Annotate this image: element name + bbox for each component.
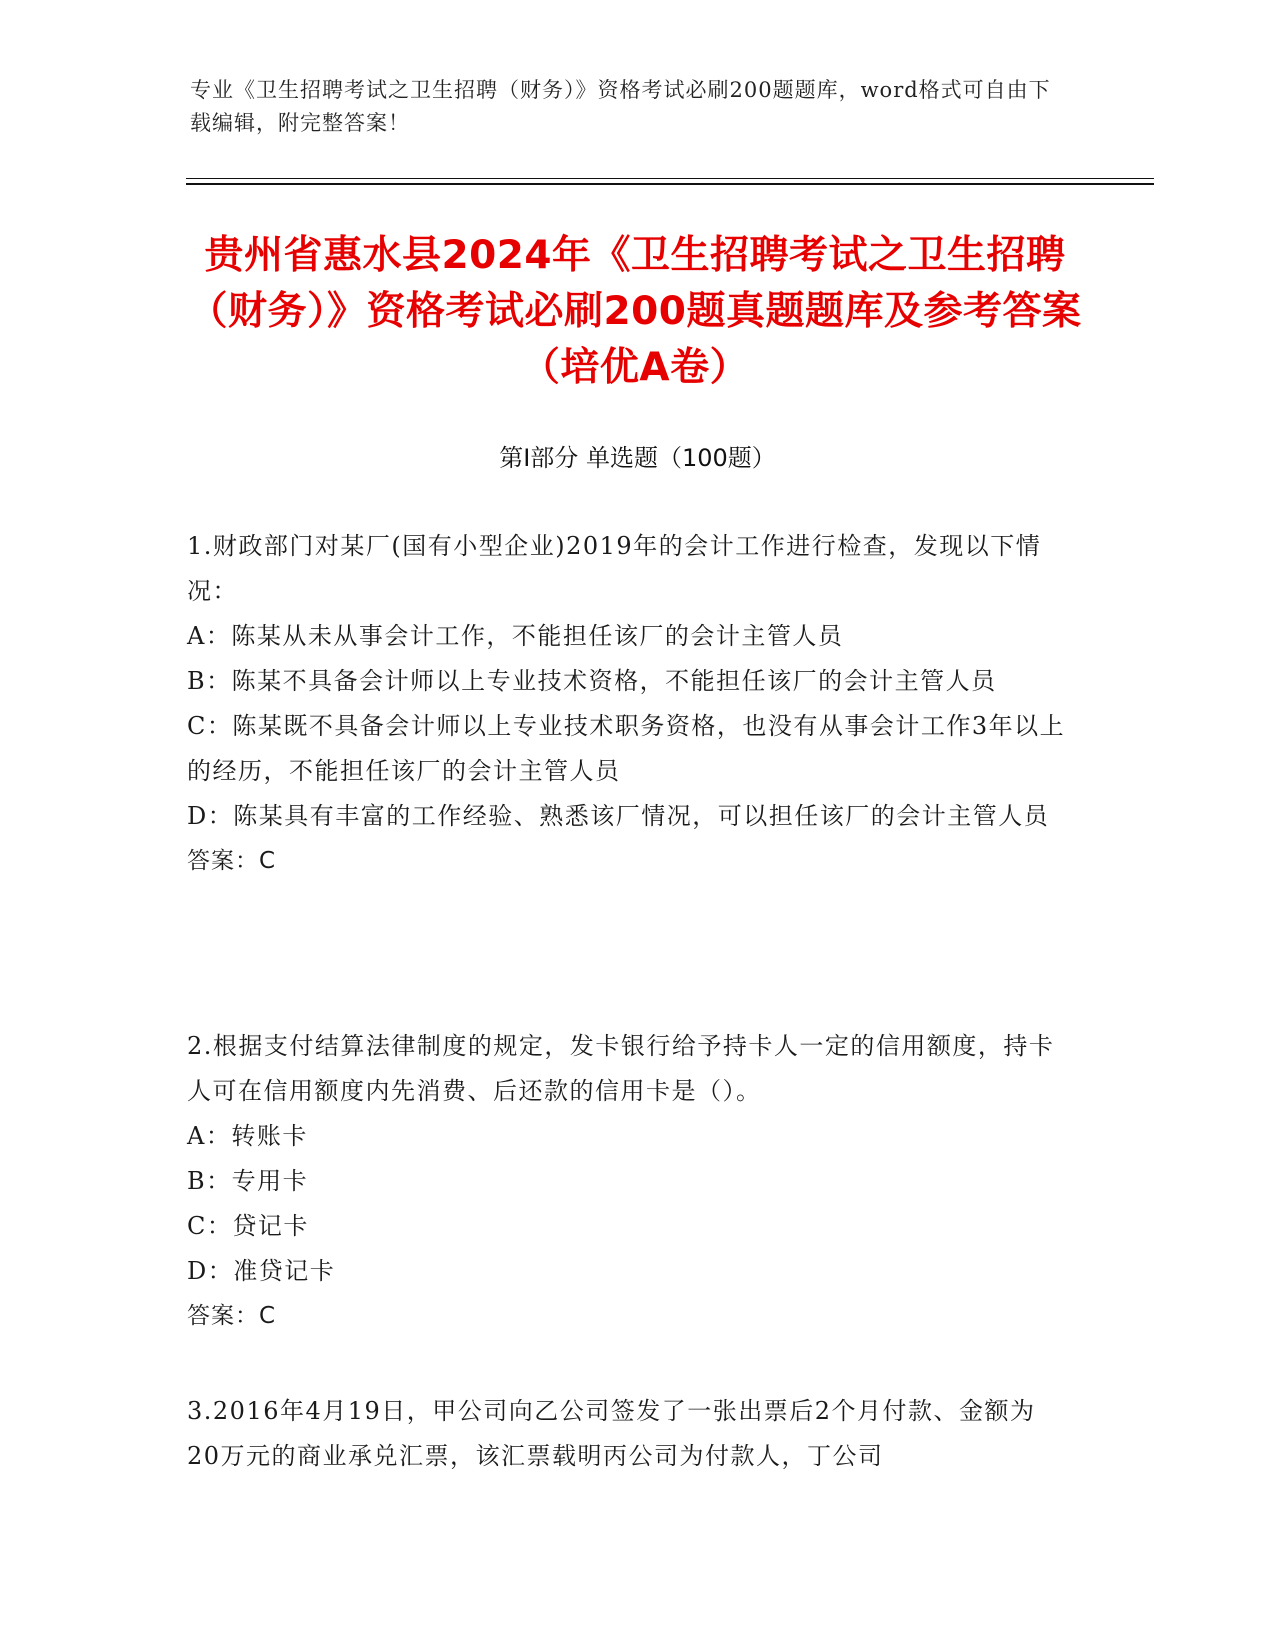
option-c: C：陈某既不具备会计师以上专业技术职务资格，也没有从事会计工作3年以上的经历，不能担任该厂的会计主管人员 (187, 712, 1066, 785)
question-stem: 2.根据支付结算法律制度的规定，发卡银行给予持卡人一定的信用额度，持卡人可在信用额度内先消费、后还款的信用卡是（）。 (187, 1032, 1055, 1105)
option-b: B：陈某不具备会计师以上专业技术资格，不能担任该厂的会计主管人员 (187, 667, 997, 695)
header-divider-thick (186, 183, 1154, 185)
question-stem: 3.2016年4月19日，甲公司向乙公司签发了一张出票后2个月付款、金额为20万元的商业承兑汇票，该汇票载明丙公司为付款人，丁公司 (187, 1397, 1036, 1470)
answer: 答案：C (187, 1303, 277, 1329)
option-a: A：转账卡 (187, 1122, 308, 1150)
option-d: D：陈某具有丰富的工作经验、熟悉该厂情况，可以担任该厂的会计主管人员 (187, 802, 1050, 830)
header-note: 专业《卫生招聘考试之卫生招聘（财务）》资格考试必刷200题题库，word格式可自由下载编辑，附完整答案！ (190, 78, 1051, 135)
question-stem: 1.财政部门对某厂(国有小型企业)2019年的会计工作进行检查，发现以下情况： (187, 532, 1042, 605)
option-b: B：专用卡 (187, 1167, 309, 1195)
document-title: 贵州省惠水县2024年《卫生招聘考试之卫生招聘（财务）》资格考试必刷200题真题题库及参考答案（培优A卷） (188, 233, 1082, 390)
question-1 (187, 524, 1067, 884)
option-a: A：陈某从未从事会计工作，不能担任该厂的会计主管人员 (187, 622, 844, 650)
answer: 答案：C (187, 848, 277, 874)
question-3 (187, 1389, 1067, 1479)
option-d: D：准贷记卡 (187, 1257, 336, 1285)
section-heading: 第Ⅰ部分 单选题（100题） (499, 444, 776, 472)
option-c: C：贷记卡 (187, 1212, 309, 1240)
header-divider-thin (186, 178, 1154, 179)
question-2 (187, 1024, 1067, 1339)
